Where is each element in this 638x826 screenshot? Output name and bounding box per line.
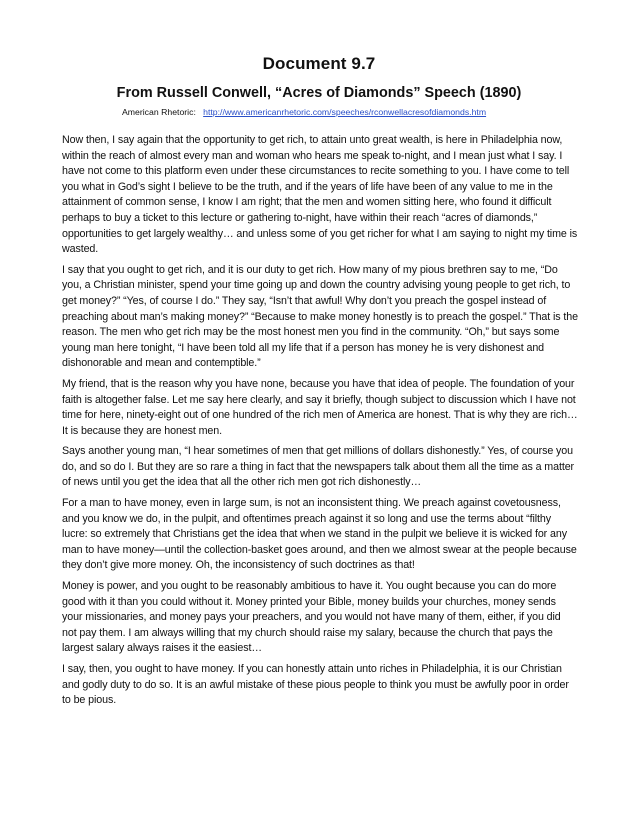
paragraph: I say that you ought to get rich, and it is our duty to get rich. How many of my pious brethren say to me, “Do you, a Christian minister, spend your time going up and down the country advising young people to get rich, to get money?” “Yes, of course I do.” They say, “Isn’t that awful! Why don’t you preach the gospel instead of preaching about man’s making money?” “Because to make money honestly is to preach the gospel.” That is the reason. The men who get rich may be the most honest men you find in the community. “Oh,” but says some young man here tonight, “I have been told all my life that if a person has money he is very dishonest and dishonorable and mean and contemptible.” [62,263,578,370]
document-title: Document 9.7 [262,54,376,73]
paragraph: My friend, that is the reason why you have none, because you have that idea of people. The foundation of your faith is altogether false. Let me say here clearly, and say it briefly, though subject to discussion which I have not time for here, ninety-eight out of one hundred of the rich men of America are honest. That is why they are rich… It is because they are honest men. [62,377,578,437]
source-line [122,107,486,117]
paragraph: Now then, I say again that the opportunity to get rich, to attain unto great wealth, is here in Philadelphia now, within the reach of almost every man and woman who hears me speak to-night, and I mean just what I say. I have not come to this platform even under these circumstances to recite something to you. I have come to tell you what in God’s sight I believe to be the truth, and if the years of life have been of any value to me in the attainment of common sense, I know I am right; that the men and women sitting here, who found it difficult perhaps to buy a ticket to this lecture or gathering to-night, have within their reach “acres of diamonds,” opportunities to get largely wealthy… and unless some of you get richer for what I am saying to night my time is wasted. [62,134,578,256]
paragraph: Money is power, and you ought to be reasonably ambitious to have it. You ought because you can do more good with it than you could without it. Money printed your Bible, money builds your churches, money sends your missionaries, and money pays your preachers, and you would not have many of them, either, if you did not pay them. I am always willing that my church should raise my salary, because the church that pays the largest salary always raises it the easiest… [62,580,561,655]
paragraph: I say, then, you ought to have money. If you can honestly attain unto riches in Philadelphia, it is our Christian and godly duty to do so. It is an awful mistake of these pious people to think you must be awfully poor in order to be pious. [62,663,569,707]
speech-body [62,133,578,714]
source-label: American Rhetoric: [122,107,196,117]
source-link[interactable]: http://www.americanrhetoric.com/speeches/rconwellacresofdiamonds.htm [203,107,487,117]
paragraph: Says another young man, “I hear sometimes of men that get millions of dollars dishonestly.” Yes, of course you do, and so do I. But they are so rare a thing in fact that the newspapers talk about them all the time as a matter of news until you get the idea that all the other rich men got rich dishonestly… [62,445,574,489]
document-subtitle: From Russell Conwell, “Acres of Diamonds” Speech (1890) [116,85,522,101]
paragraph: For a man to have money, even in large sum, is not an inconsistent thing. We preach against covetousness, and you know we do, in the pulpit, and oftentimes preach against it so long and use the terms about “filthy lucre: so extremely that Christians get the idea that when we stand in the pulpit we believe it is wicked for any man to have money—until the collection-basket goes around, and then we almost swear at the people because they don’t give more money. Oh, the inconsistency of such doctrines as that! [62,497,577,572]
